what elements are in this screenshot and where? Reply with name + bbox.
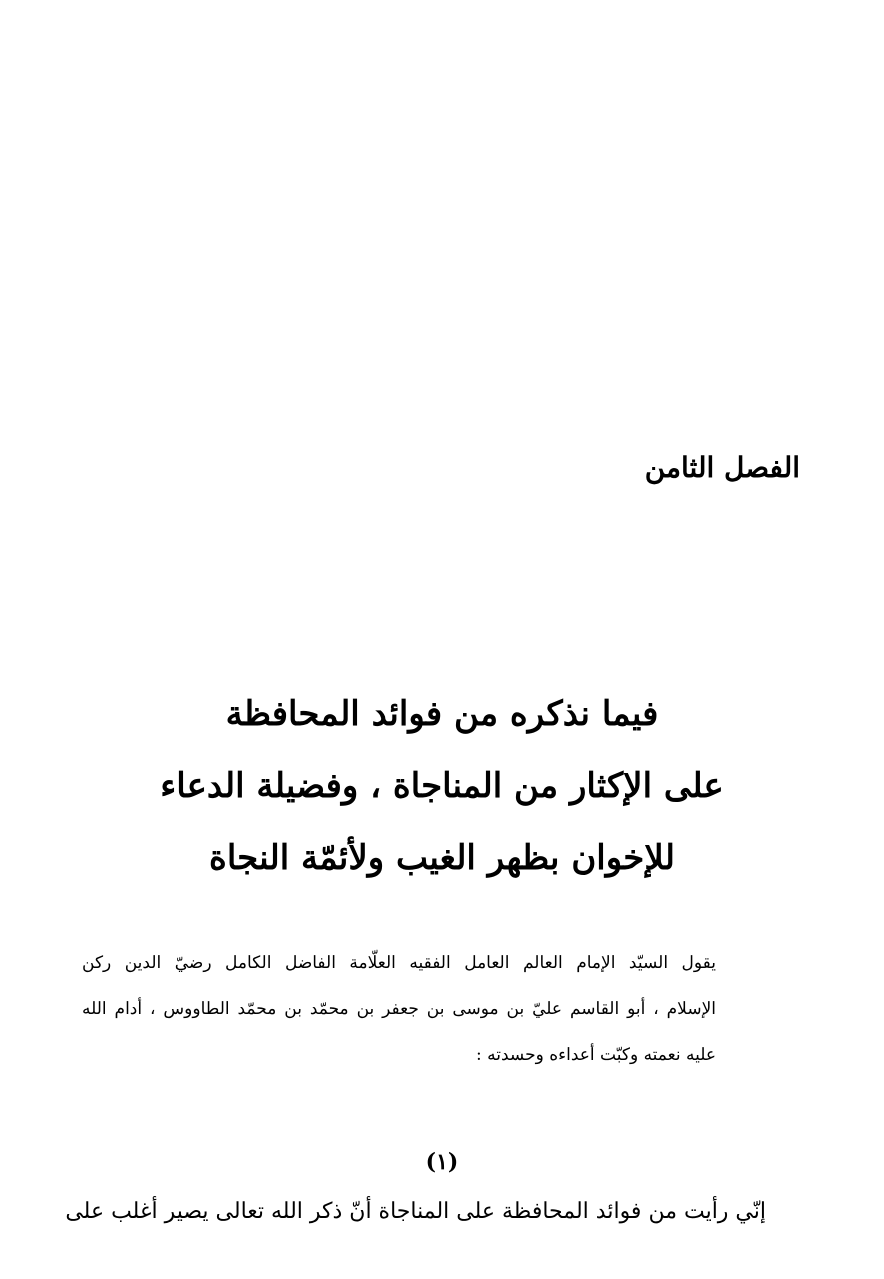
intro-line: عليه نعمته وكبّت أعداءه وحسدته : <box>476 1045 716 1065</box>
item-number: (١) <box>425 1149 459 1175</box>
chapter-heading: الفصل الثامن <box>644 451 800 484</box>
section-title-line: على الإكثار من المناجاة ، وفضيلة الدعاء <box>160 766 724 806</box>
section-title-line: للإخوان بظهر الغيب ولأئمّة النجاة <box>209 838 675 878</box>
intro-line: الإسلام ، أبو القاسم عليّ بن موسى بن جعفر بن محمّد بن محمّد الطاووس ، أدام الله <box>82 999 716 1019</box>
section-title-line: فيما نذكره من فوائد المحافظة <box>225 694 659 734</box>
intro-paragraph <box>82 940 716 1078</box>
section-title <box>100 678 784 894</box>
intro-line: يقول السيّد الإمام العالم العامل الفقيه العلّامة الفاضل الكامل رضيّ الدين ركن <box>82 953 716 973</box>
body-text-line: إنّي رأيت من فوائد المحافظة على المناجاة أنّ ذكر الله تعالى يصير أغلب على <box>65 1199 766 1224</box>
